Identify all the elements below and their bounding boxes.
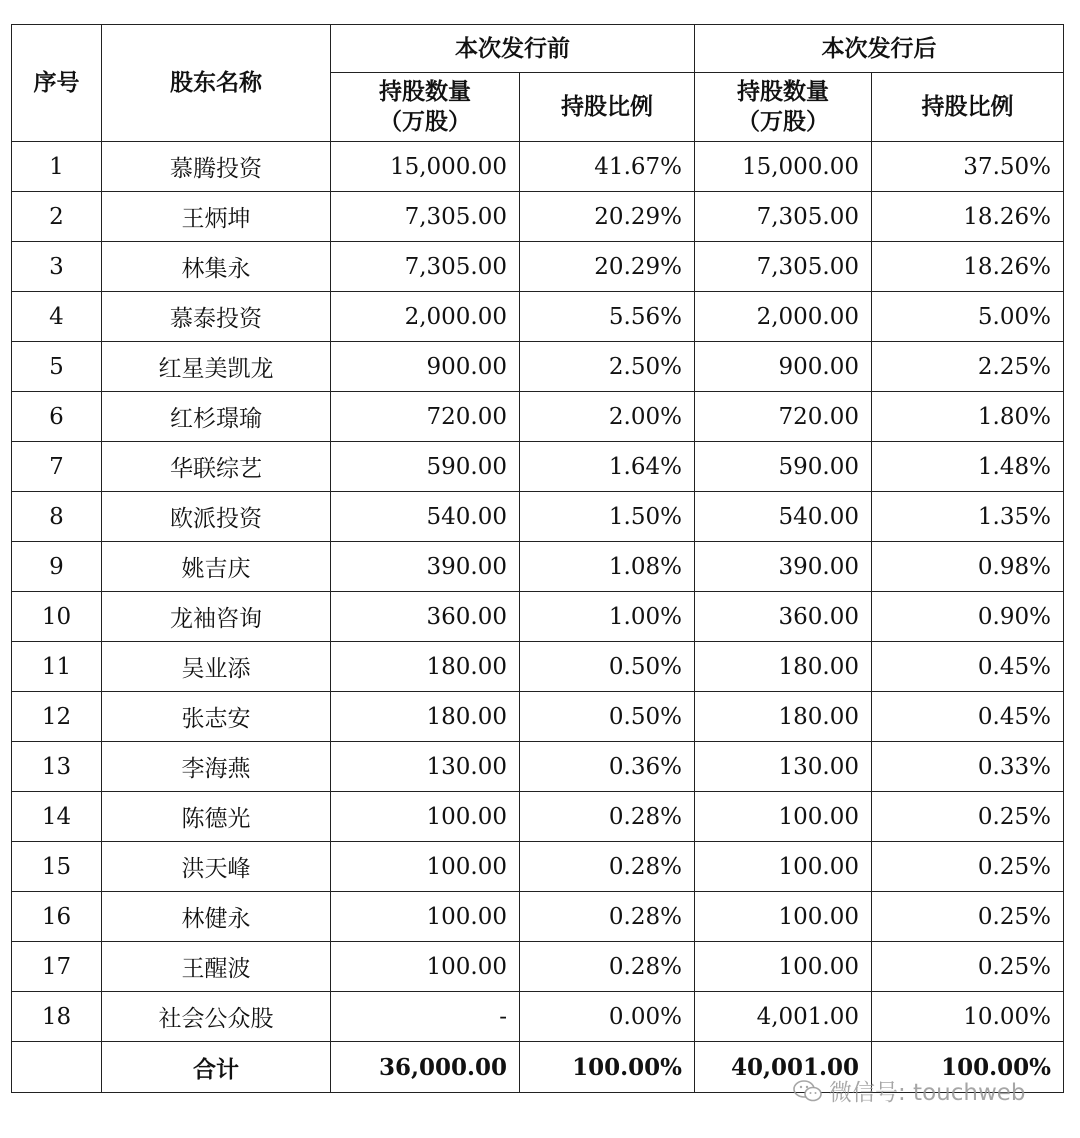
cell-before-ratio: 1.00% [520, 592, 695, 642]
cell-before-shares: 180.00 [331, 692, 520, 742]
table-row [12, 392, 1064, 442]
header-after-issue: 本次发行后 [695, 25, 1064, 73]
table-row [12, 142, 1064, 192]
cell-after-shares: 100.00 [695, 942, 872, 992]
table-row [12, 692, 1064, 742]
cell-name: 华联综艺 [102, 442, 331, 492]
header-name: 股东名称 [102, 25, 331, 142]
cell-before-shares: 100.00 [331, 792, 520, 842]
cell-seq: 9 [12, 542, 102, 592]
cell-after-ratio: 0.25% [872, 792, 1064, 842]
cell-seq: 18 [12, 992, 102, 1042]
cell-before-ratio: 0.28% [520, 842, 695, 892]
header-before-issue: 本次发行前 [331, 25, 695, 73]
header-seq: 序号 [12, 25, 102, 142]
cell-before-ratio: 0.36% [520, 742, 695, 792]
cell-name: 王醒波 [102, 942, 331, 992]
cell-name: 欧派投资 [102, 492, 331, 542]
cell-before-shares: 100.00 [331, 842, 520, 892]
cell-before-ratio: 0.28% [520, 792, 695, 842]
cell-before-shares: 7,305.00 [331, 192, 520, 242]
cell-after-ratio: 0.98% [872, 542, 1064, 592]
header-row-1 [12, 25, 1064, 73]
table-row [12, 942, 1064, 992]
cell-before-shares: 7,305.00 [331, 242, 520, 292]
cell-after-shares: 130.00 [695, 742, 872, 792]
cell-after-shares: 15,000.00 [695, 142, 872, 192]
header-after-ratio: 持股比例 [872, 73, 1064, 142]
cell-before-shares: 100.00 [331, 892, 520, 942]
cell-before-ratio: 0.28% [520, 942, 695, 992]
cell-before-shares: 130.00 [331, 742, 520, 792]
table-row [12, 742, 1064, 792]
cell-seq: 5 [12, 342, 102, 392]
cell-after-shares: 360.00 [695, 592, 872, 642]
cell-before-ratio: 1.64% [520, 442, 695, 492]
cell-seq: 4 [12, 292, 102, 342]
cell-before-shares: 540.00 [331, 492, 520, 542]
watermark [793, 1074, 1026, 1107]
cell-after-ratio: 10.00% [872, 992, 1064, 1042]
cell-name: 姚吉庆 [102, 542, 331, 592]
cell-seq: 16 [12, 892, 102, 942]
cell-name: 吴业添 [102, 642, 331, 692]
cell-before-ratio: 0.50% [520, 642, 695, 692]
cell-seq: 6 [12, 392, 102, 442]
table-row [12, 192, 1064, 242]
table-body [12, 142, 1064, 1042]
cell-before-ratio: 2.00% [520, 392, 695, 442]
cell-after-shares: 180.00 [695, 642, 872, 692]
cell-after-shares: 900.00 [695, 342, 872, 392]
header-after-shares: 持股数量 （万股） [695, 73, 872, 142]
cell-name: 慕腾投资 [102, 142, 331, 192]
total-before-ratio: 100.00% [520, 1042, 695, 1093]
cell-seq: 2 [12, 192, 102, 242]
cell-after-shares: 720.00 [695, 392, 872, 442]
cell-after-ratio: 1.80% [872, 392, 1064, 442]
cell-after-ratio: 18.26% [872, 192, 1064, 242]
cell-after-ratio: 37.50% [872, 142, 1064, 192]
cell-after-shares: 100.00 [695, 892, 872, 942]
total-label: 合计 [102, 1042, 331, 1093]
cell-before-shares: 100.00 [331, 942, 520, 992]
cell-seq: 7 [12, 442, 102, 492]
cell-before-ratio: 20.29% [520, 192, 695, 242]
cell-before-shares: 900.00 [331, 342, 520, 392]
cell-after-ratio: 5.00% [872, 292, 1064, 342]
cell-after-shares: 7,305.00 [695, 192, 872, 242]
cell-name: 红星美凯龙 [102, 342, 331, 392]
table-row [12, 542, 1064, 592]
total-seq [12, 1042, 102, 1093]
cell-after-ratio: 18.26% [872, 242, 1064, 292]
cell-after-ratio: 0.45% [872, 692, 1064, 742]
cell-seq: 12 [12, 692, 102, 742]
cell-name: 红杉璟瑜 [102, 392, 331, 442]
cell-name: 王炳坤 [102, 192, 331, 242]
cell-after-shares: 4,001.00 [695, 992, 872, 1042]
cell-name: 林集永 [102, 242, 331, 292]
cell-before-ratio: 1.08% [520, 542, 695, 592]
table-row [12, 892, 1064, 942]
cell-after-ratio: 0.90% [872, 592, 1064, 642]
shareholding-table [11, 24, 1064, 1093]
total-after-ratio: 100.00% [872, 1042, 1064, 1093]
cell-name: 张志安 [102, 692, 331, 742]
cell-seq: 3 [12, 242, 102, 292]
table-row [12, 442, 1064, 492]
table-row [12, 242, 1064, 292]
cell-name: 李海燕 [102, 742, 331, 792]
cell-seq: 17 [12, 942, 102, 992]
cell-seq: 1 [12, 142, 102, 192]
cell-after-ratio: 1.48% [872, 442, 1064, 492]
cell-before-shares: 390.00 [331, 542, 520, 592]
table-row [12, 642, 1064, 692]
header-before-ratio: 持股比例 [520, 73, 695, 142]
cell-after-ratio: 0.25% [872, 942, 1064, 992]
cell-after-ratio: 0.33% [872, 742, 1064, 792]
watermark-text: 微信号: touchweb [829, 1080, 1026, 1106]
cell-seq: 15 [12, 842, 102, 892]
table-row [12, 342, 1064, 392]
cell-after-ratio: 0.45% [872, 642, 1064, 692]
cell-seq: 10 [12, 592, 102, 642]
cell-seq: 8 [12, 492, 102, 542]
cell-before-ratio: 1.50% [520, 492, 695, 542]
cell-before-shares: 180.00 [331, 642, 520, 692]
cell-after-ratio: 1.35% [872, 492, 1064, 542]
cell-before-ratio: 0.50% [520, 692, 695, 742]
cell-before-shares: 2,000.00 [331, 292, 520, 342]
cell-before-shares: 720.00 [331, 392, 520, 442]
cell-after-shares: 590.00 [695, 442, 872, 492]
cell-after-shares: 2,000.00 [695, 292, 872, 342]
cell-before-ratio: 5.56% [520, 292, 695, 342]
cell-name: 林健永 [102, 892, 331, 942]
cell-before-shares: 15,000.00 [331, 142, 520, 192]
table-row [12, 592, 1064, 642]
cell-before-shares: - [331, 992, 520, 1042]
cell-seq: 13 [12, 742, 102, 792]
header-before-shares: 持股数量 （万股） [331, 73, 520, 142]
cell-name: 社会公众股 [102, 992, 331, 1042]
cell-after-shares: 180.00 [695, 692, 872, 742]
table-row [12, 792, 1064, 842]
cell-name: 龙袖咨询 [102, 592, 331, 642]
table-row [12, 842, 1064, 892]
table-row [12, 992, 1064, 1042]
cell-seq: 11 [12, 642, 102, 692]
table-row [12, 292, 1064, 342]
cell-before-ratio: 41.67% [520, 142, 695, 192]
cell-after-shares: 540.00 [695, 492, 872, 542]
cell-before-ratio: 0.28% [520, 892, 695, 942]
cell-after-shares: 390.00 [695, 542, 872, 592]
table-row [12, 492, 1064, 542]
cell-seq: 14 [12, 792, 102, 842]
cell-name: 洪天峰 [102, 842, 331, 892]
total-before-shares: 36,000.00 [331, 1042, 520, 1093]
cell-before-shares: 360.00 [331, 592, 520, 642]
cell-name: 陈德光 [102, 792, 331, 842]
cell-before-ratio: 2.50% [520, 342, 695, 392]
cell-after-ratio: 0.25% [872, 842, 1064, 892]
total-after-shares: 40,001.00 [695, 1042, 872, 1093]
cell-before-ratio: 20.29% [520, 242, 695, 292]
cell-name: 慕泰投资 [102, 292, 331, 342]
cell-after-ratio: 2.25% [872, 342, 1064, 392]
cell-after-shares: 100.00 [695, 842, 872, 892]
cell-after-shares: 7,305.00 [695, 242, 872, 292]
cell-after-shares: 100.00 [695, 792, 872, 842]
cell-before-shares: 590.00 [331, 442, 520, 492]
wechat-icon [793, 1079, 823, 1103]
cell-before-ratio: 0.00% [520, 992, 695, 1042]
cell-after-ratio: 0.25% [872, 892, 1064, 942]
